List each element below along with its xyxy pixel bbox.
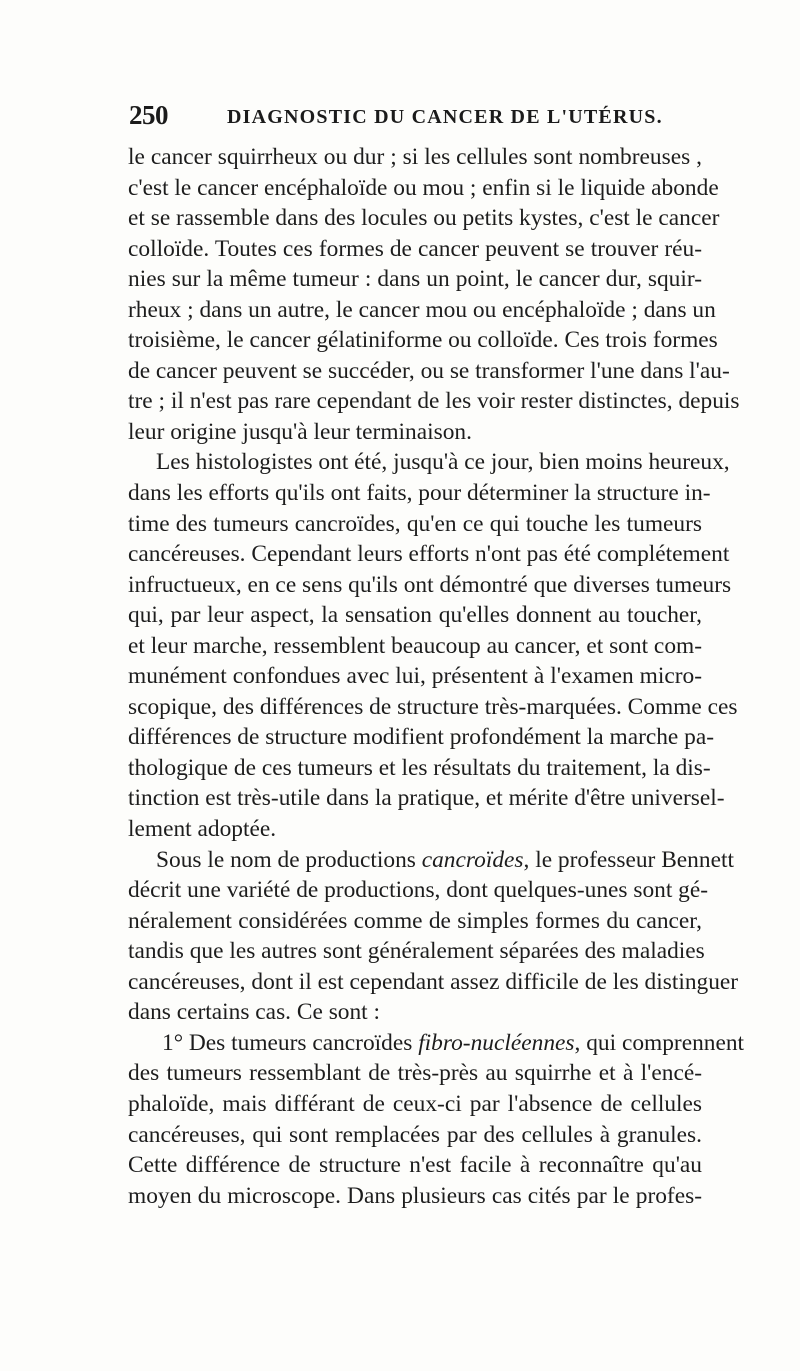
text-line: qui, par leur aspect, la sensation qu'elles donnent au toucher, <box>128 602 702 629</box>
text-line: le cancer squirrheux ou dur ; si les cellules sont nombreuses , <box>128 144 702 170</box>
text-line: troisième, le cancer gélatiniforme ou colloïde. Ces trois formes <box>128 327 718 354</box>
text-line: tre ; il n'est pas rare cependant de les voir rester distinctes, depuis <box>128 388 740 415</box>
text-line: dans certains cas. Ce sont : <box>128 999 381 1026</box>
text-line: dans les efforts qu'ils ont faits, pour déterminer la structure in- <box>128 480 711 507</box>
text-line: et leur marche, ressemblent beaucoup au cancer, et sont com- <box>128 632 702 659</box>
text-line: différences de structure modifient profondément la marche pa- <box>128 724 715 751</box>
text-line: lement adoptée. <box>128 816 277 843</box>
italic-term: cancroïdes <box>421 846 524 873</box>
text-line: et se rassemble dans des locules ou petits kystes, c'est le cancer <box>128 205 720 232</box>
italic-term: fibro-nucléennes <box>418 1029 575 1056</box>
text-line: cancéreuses, dont il est cependant assez difficile de les distinguer <box>128 968 739 995</box>
text-line: néralement considérées comme de simples formes du cancer, <box>128 907 702 934</box>
text-line: leur origine jusqu'à leur terminaison. <box>128 418 472 445</box>
text-line: infructueux, en ce sens qu'ils ont démontré que diverses tumeurs <box>128 571 732 598</box>
text-line: Cette différence de structure n'est facile à reconnaître qu'au <box>128 1152 702 1179</box>
numbered-item-line: 1° Des tumeurs cancroïdes fibro-nucléennes, qui comprennent <box>162 1029 745 1056</box>
text-line: thologique de ces tumeurs et les résultats du traitement, la dis- <box>128 754 711 781</box>
running-title: DIAGNOSTIC DU CANCER DE L'UTÉRUS. <box>227 106 663 128</box>
text-line: scopique, des différences de structure très-marquées. Comme ces <box>128 693 738 720</box>
text-line: tandis que les autres sont généralement séparées des maladies <box>128 938 705 965</box>
text-line: c'est le cancer encéphaloïde ou mou ; enfin si le liquide abonde <box>128 174 719 201</box>
text-line: cancéreuses, qui sont remplacées par des cellules à granules. <box>128 1121 702 1148</box>
text-line: cancéreuses. Cependant leurs efforts n'ont pas été complétement <box>128 541 730 568</box>
text-line: phaloïde, mais différant de ceux-ci par l'absence de cellules <box>128 1090 702 1117</box>
page-header <box>129 100 689 134</box>
body-text <box>128 142 745 1211</box>
text-line: munément confondues avec lui, présentent à l'examen micro- <box>128 663 702 690</box>
text-line: des tumeurs ressemblant de très-près au squirrhe et à l'encé- <box>128 1060 702 1087</box>
text-line: colloïde. Toutes ces formes de cancer peuvent se trouver réu- <box>128 235 702 262</box>
page-number: 250 <box>129 100 168 130</box>
text-line: de cancer peuvent se succéder, ou se transformer l'une dans l'au- <box>128 357 730 384</box>
text-line: décrit une variété de productions, dont quelques-unes sont gé- <box>128 877 709 904</box>
paragraph-start-line: Les histologistes ont été, jusqu'à ce jour, bien moins heureux, <box>156 449 730 476</box>
text-line: rheux ; dans un autre, le cancer mou ou encéphaloïde ; dans un <box>128 296 716 323</box>
paragraph-start-line: Sous le nom de productions cancroïdes, le professeur Bennett <box>156 846 734 873</box>
text-line: nies sur la même tumeur : dans un point, le cancer dur, squir- <box>128 266 702 293</box>
text-line: tinction est très-utile dans la pratique, et mérite d'être universel- <box>128 785 725 812</box>
text-line: time des tumeurs cancroïdes, qu'en ce qui touche les tumeurs <box>128 510 702 537</box>
text-line: moyen du microscope. Dans plusieurs cas cités par le profes- <box>128 1182 702 1209</box>
